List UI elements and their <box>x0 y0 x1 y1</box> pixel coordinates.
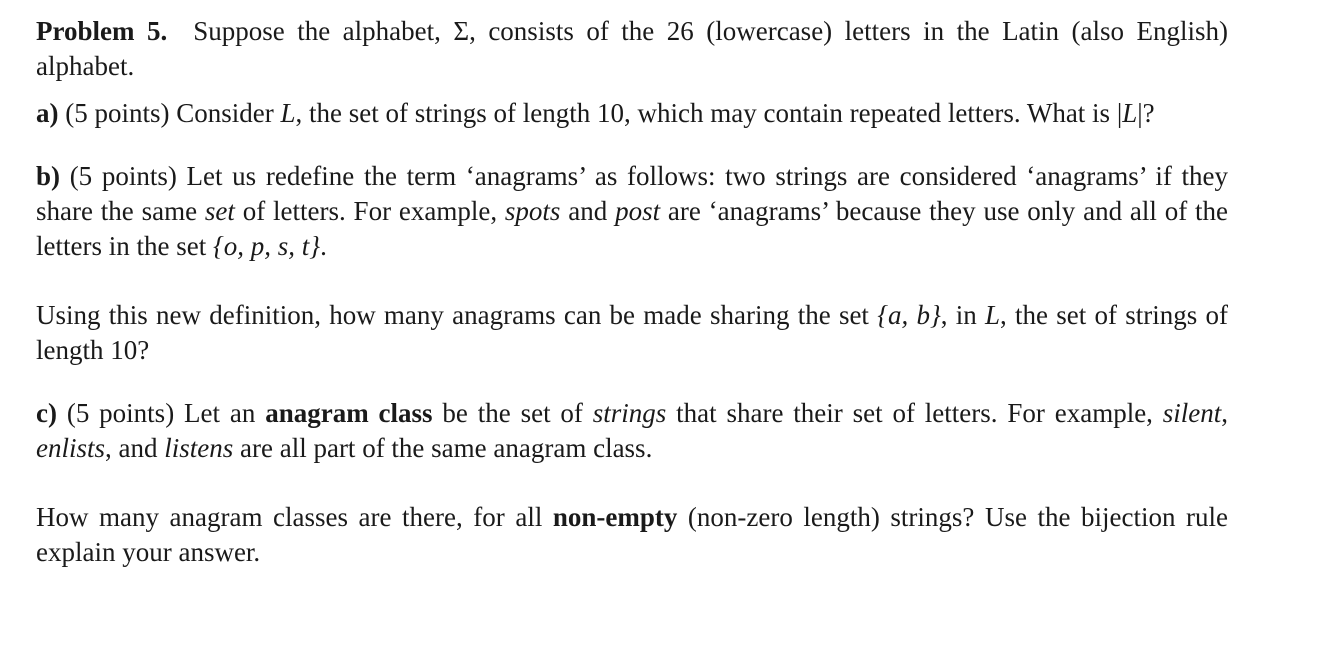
part-a-label: a) <box>36 98 59 128</box>
part-c-label: c) <box>36 398 57 428</box>
part-c-text-2: be the set of <box>432 398 593 428</box>
part-b-text-2: of letters. For example, <box>234 196 505 226</box>
example-word: silent <box>1162 398 1222 428</box>
math-set: {a, b} <box>877 300 941 330</box>
math-L: L <box>1122 98 1138 128</box>
part-c-text-5: are all part of the same anagram class. <box>233 433 653 463</box>
part-a <box>36 96 1228 131</box>
part-b-text-3: and <box>560 196 616 226</box>
part-b-question-text-3: , the set of strings of length 10? <box>36 300 1228 365</box>
part-b-text-4: are ‘anagrams’ because they use only and all of the letters in the set <box>36 196 1228 261</box>
part-c-question <box>36 500 1228 570</box>
part-a-text-3: |? <box>1137 98 1155 128</box>
spacer <box>36 466 1228 500</box>
part-c-question-text-2: (non-zero length) strings? Use the bijection rule explain your answer. <box>36 502 1228 567</box>
problem-intro <box>36 14 1228 84</box>
spacer <box>36 84 1228 96</box>
part-b-text-1: Let us redefine the term ‘anagrams’ as follows: two strings are considered ‘anagrams’ if they share the same <box>36 161 1229 226</box>
problem-document <box>36 14 1228 570</box>
term-anagram-class: anagram class <box>265 398 433 428</box>
part-c-text-4: , and <box>105 433 165 463</box>
spacer <box>36 264 1228 298</box>
part-b-question-text-1: Using this new definition, how many anagrams can be made sharing the set <box>36 300 878 330</box>
part-b-points: (5 points) <box>69 161 177 191</box>
part-b-question <box>36 298 1228 368</box>
problem-intro-text: Suppose the alphabet, Σ, consists of the 26 (lowercase) letters in the Latin (also English) alphabet. <box>36 16 1228 81</box>
part-c-text-3: that share their set of letters. For example, <box>666 398 1163 428</box>
part-c-question-text-1: How many anagram classes are there, for all <box>36 502 553 532</box>
math-set: {o, p, s, t} <box>212 231 321 261</box>
part-c <box>36 396 1228 466</box>
emphasis-non-empty: non-empty <box>552 502 678 532</box>
part-c-text-1: Let an <box>184 398 266 428</box>
part-a-text-2: , the set of strings of length 10, which may contain repeated letters. What is | <box>295 98 1123 128</box>
part-c-points: (5 points) <box>66 398 175 428</box>
part-c-separator: , <box>1221 398 1229 428</box>
emphasis-set: set <box>204 196 235 226</box>
math-L: L <box>985 300 1001 330</box>
part-b-text-5: . <box>320 231 327 261</box>
emphasis-strings: strings <box>592 398 667 428</box>
part-b-label: b) <box>36 161 61 191</box>
spacer <box>36 368 1228 396</box>
spacer <box>36 131 1228 159</box>
part-a-text-1: Consider <box>176 98 281 128</box>
problem-heading: Problem 5. <box>36 16 168 46</box>
part-b-question-text-2: , in <box>940 300 986 330</box>
part-b <box>36 159 1228 264</box>
example-word: listens <box>164 433 234 463</box>
example-word: spots <box>504 196 561 226</box>
example-word: enlists <box>36 433 106 463</box>
math-L: L <box>280 98 296 128</box>
example-word: post <box>615 196 661 226</box>
part-a-points: (5 points) <box>65 98 170 128</box>
